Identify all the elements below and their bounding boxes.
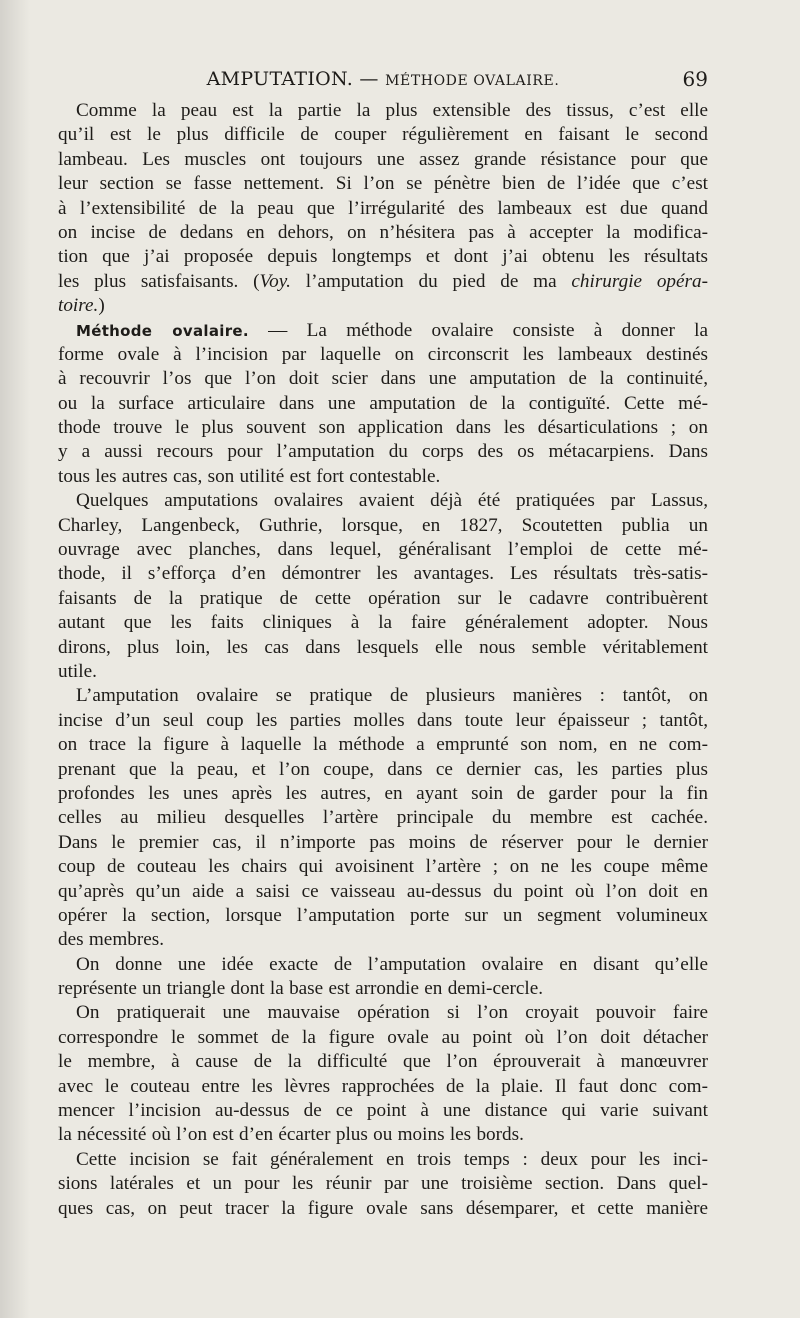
text-line <box>58 684 708 708</box>
text-line <box>58 538 708 562</box>
text-line <box>58 709 708 733</box>
text-segment: y a aussi recours pour l’amputation du corps des os métacarpiens. Dans <box>58 441 708 463</box>
text-segment: mencer l’incision au-dessus de ce point à une distance qui varie suivant <box>58 1100 708 1122</box>
text-line <box>58 660 708 684</box>
text-segment: leur section se fasse nettement. Si l’on se pénètre bien de l’idée que c’est <box>58 173 708 195</box>
text-segment: Comme la peau est la partie la plus extensible des tissus, c’est elle <box>76 100 708 121</box>
text-line <box>58 880 708 904</box>
text-segment: thode trouve le plus souvent son application dans les désarticulations ; on <box>58 417 708 439</box>
text-segment: représente un triangle dont la base est arrondie en demi-cercle. <box>58 978 544 1000</box>
text-line <box>58 855 708 879</box>
text-segment: tous les autres cas, son utilité est fort contestable. <box>58 465 441 487</box>
text-line <box>58 1123 708 1147</box>
text-line <box>58 416 708 440</box>
running-title-main: AMPUTATION. <box>206 68 354 90</box>
text-segment: les plus satisfaisants. ( <box>58 270 260 292</box>
text-line <box>58 440 708 464</box>
text-line <box>58 1075 708 1099</box>
text-segment: prenant que la peau, et l’on coupe, dans ce dernier cas, les parties plus <box>58 758 708 780</box>
text-segment: ou la surface articulaire dans une amputation de la contiguïté. Cette mé- <box>58 392 708 414</box>
text-line <box>58 636 708 660</box>
text-segment: l’amputation du pied de ma <box>290 270 572 292</box>
text-segment: Cette incision se fait généralement en trois temps : deux pour les inci- <box>76 1148 708 1170</box>
text-segment: le membre, à cause de la difficulté que l’on éprouverait à manœuvrer <box>58 1051 708 1073</box>
text-line <box>58 904 708 928</box>
text-segment: forme ovale à l’incision par laquelle on circonscrit les lambeaux destinés <box>58 343 708 365</box>
text-segment: On donne une idée exacte de l’amputation ovalaire en disant qu’elle <box>76 953 708 975</box>
text-segment: profondes les unes après les autres, en ayant soin de garder pour la fin <box>58 782 708 804</box>
text-line <box>58 1050 708 1074</box>
text-line <box>58 367 708 391</box>
text-line <box>58 465 708 489</box>
text-segment: On pratiquerait une mauvaise opération si l’on croyait pouvoir faire <box>76 1002 708 1024</box>
page-edge-shadow <box>0 0 30 1318</box>
text-segment: avec le couteau entre les lèvres rapprochées de la plaie. Il faut donc com- <box>58 1075 708 1097</box>
text-segment: ouvrage avec planches, dans lequel, généralisant l’emploi de cette mé- <box>58 539 708 561</box>
text-line <box>58 489 708 513</box>
text-line <box>58 831 708 855</box>
text-line <box>58 611 708 635</box>
text-line <box>58 928 708 952</box>
text-segment: chirurgie opéra- <box>571 270 708 292</box>
text-line <box>58 99 708 123</box>
text-line <box>58 319 708 343</box>
text-segment: sions latérales et un pour les réunir par une troisième section. Dans quel- <box>58 1173 708 1195</box>
text-segment: des membres. <box>58 929 165 951</box>
text-line <box>58 1172 708 1196</box>
text-segment: à recouvrir l’os que l’on doit scier dans une amputation de la continuité, <box>58 368 708 390</box>
page-header <box>58 66 708 92</box>
text-line <box>58 148 708 172</box>
running-title-sub: MÉTHODE OVALAIRE. <box>385 73 560 89</box>
text-line <box>58 953 708 977</box>
running-title-dash: — <box>353 68 386 90</box>
text-line <box>58 294 708 318</box>
text-line <box>58 977 708 1001</box>
text-segment: autant que les faits cliniques à la faire généralement adopter. Nous <box>58 612 708 634</box>
text-segment: Charley, Langenbeck, Guthrie, lorsque, en 1827, Scoutetten publia un <box>58 514 708 536</box>
text-line <box>58 270 708 294</box>
text-segment: à l’extensibilité de la peau que l’irrégularité des lambeaux est due quand <box>58 197 708 219</box>
text-line <box>58 562 708 586</box>
text-segment: on incise de dedans en dehors, on n’hésitera pas à accepter la modifica- <box>58 221 708 243</box>
text-line <box>58 245 708 269</box>
text-segment: celles au milieu desquelles l’artère principale du membre est cachée. <box>58 807 708 829</box>
text-line <box>58 514 708 538</box>
text-line <box>58 1026 708 1050</box>
text-segment: coup de couteau les chairs qui avoisinent l’artère ; on ne les coupe même <box>58 856 708 878</box>
body-text <box>58 99 708 1221</box>
text-segment: correspondre le sommet de la figure ovale au point où l’on doit détacher <box>58 1026 708 1048</box>
text-segment: qu’après qu’un aide a saisi ce vaisseau au-dessus du point où l’on doit en <box>58 880 708 902</box>
running-title <box>58 66 708 94</box>
text-line <box>58 197 708 221</box>
text-segment: lambeau. Les muscles ont toujours une assez grande résistance pour que <box>58 148 708 170</box>
text-segment: tion que j’ai proposée depuis longtemps et dont j’ai obtenu les résultats <box>58 246 708 268</box>
text-line <box>58 1148 708 1172</box>
text-line <box>58 123 708 147</box>
text-segment: Dans le premier cas, il n’importe pas moins de réserver pour le dernier <box>58 831 708 853</box>
text-segment: ) <box>98 295 105 317</box>
text-segment: opérer la section, lorsque l’amputation porte sur un segment volumineux <box>58 904 708 926</box>
text-segment: dirons, plus loin, les cas dans lesquels elle nous semble véritablement <box>58 636 708 658</box>
text-segment: faisants de la pratique de cette opération sur le cadavre contribuèrent <box>58 587 708 609</box>
text-line <box>58 1001 708 1025</box>
text-segment: Quelques amputations ovalaires avaient déjà été pratiquées par Lassus, <box>76 490 708 512</box>
text-segment: la nécessité où l’on est d’en écarter plus ou moins les bords. <box>58 1124 524 1146</box>
text-line <box>58 172 708 196</box>
text-line <box>58 221 708 245</box>
text-line <box>58 1099 708 1123</box>
text-line <box>58 343 708 367</box>
text-segment: toire. <box>58 295 99 317</box>
text-segment: L’amputation ovalaire se pratique de plusieurs manières : tantôt, on <box>76 685 708 707</box>
text-segment: incise d’un seul coup les parties molles dans toute leur épaisseur ; tantôt, <box>58 709 708 731</box>
text-line <box>58 733 708 757</box>
text-segment: ques cas, on peut tracer la figure ovale sans désemparer, et cette manière <box>58 1197 708 1219</box>
text-segment: — La méthode ovalaire consiste à donner la <box>248 319 708 341</box>
page-number: 69 <box>682 67 708 91</box>
text-line <box>58 1197 708 1221</box>
text-segment: on trace la figure à laquelle la méthode a emprunté son nom, en ne com- <box>58 734 708 756</box>
text-segment: utile. <box>58 660 97 682</box>
section-heading: Méthode ovalaire. <box>76 321 249 340</box>
text-segment: qu’il est le plus difficile de couper régulièrement en faisant le second <box>58 124 708 146</box>
text-line <box>58 782 708 806</box>
text-line <box>58 392 708 416</box>
text-segment: Voy. <box>259 270 291 292</box>
text-line <box>58 806 708 830</box>
text-line <box>58 587 708 611</box>
text-line <box>58 758 708 782</box>
text-segment: thode, il s’efforça d’en démontrer les avantages. Les résultats très-satis- <box>58 563 708 585</box>
